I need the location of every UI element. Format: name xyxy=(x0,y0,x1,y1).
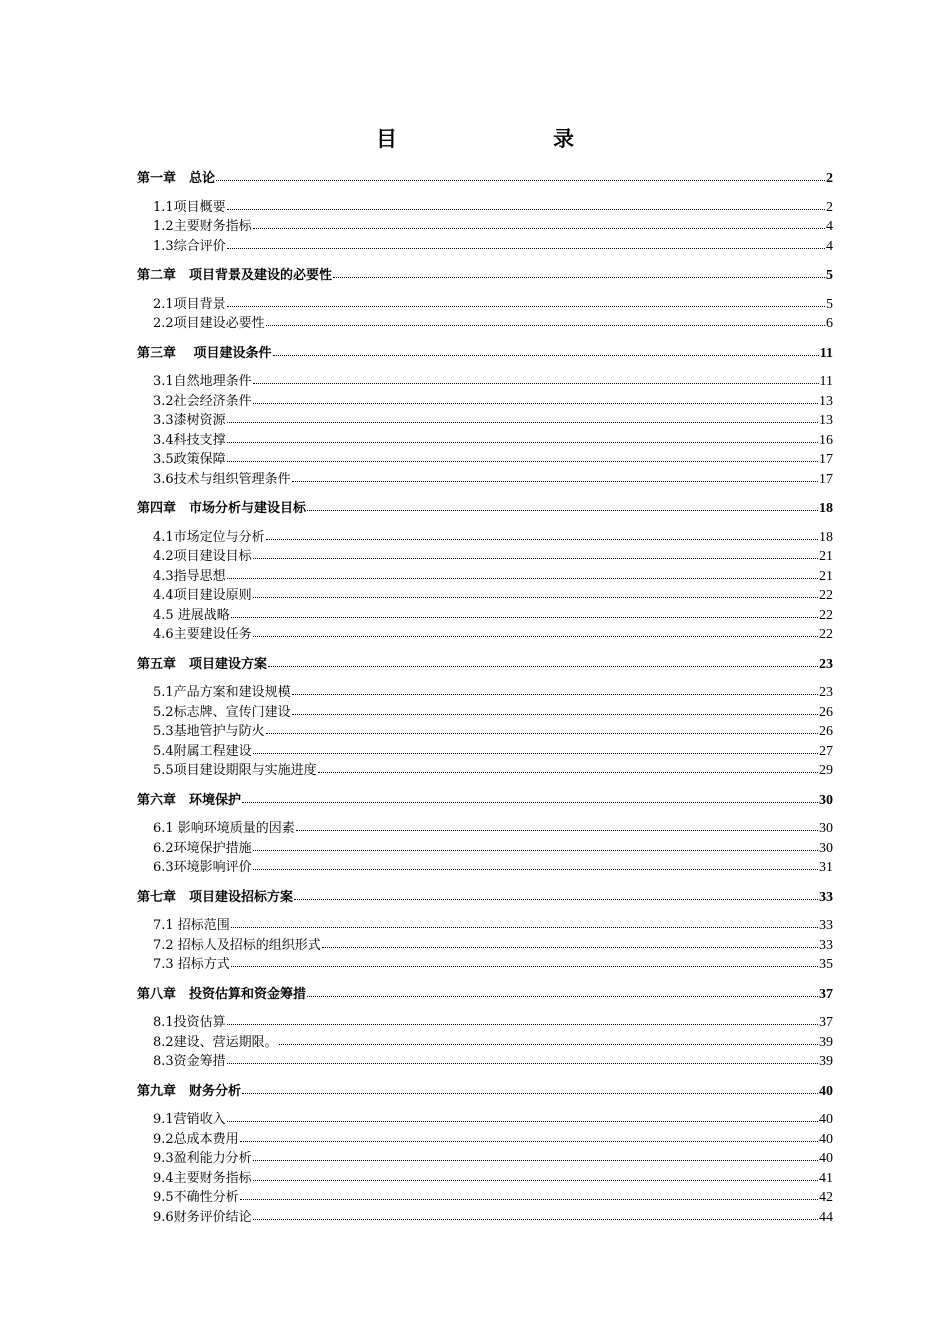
dot-leader xyxy=(292,681,818,695)
toc-section-entry[interactable] xyxy=(137,527,833,547)
toc-section-entry-page-number: 13 xyxy=(819,393,833,409)
dot-leader xyxy=(253,856,818,870)
dot-leader xyxy=(266,720,818,734)
dot-leader xyxy=(292,468,818,482)
toc-section-entry[interactable] xyxy=(137,1051,833,1071)
toc-section-entry-page-number: 22 xyxy=(819,588,833,603)
toc-section-entry-page-number: 6 xyxy=(826,316,833,331)
toc-section-entry[interactable] xyxy=(137,605,833,625)
toc-section-entry-page-number: 33 xyxy=(819,937,833,953)
toc-chapter-entry-page-number: 37 xyxy=(819,986,833,1002)
toc-section-entry[interactable] xyxy=(137,1207,833,1227)
dot-leader xyxy=(240,1186,818,1200)
dot-leader xyxy=(268,653,818,667)
dot-leader xyxy=(307,497,818,511)
toc-section-entry-page-number: 5 xyxy=(826,296,833,312)
toc-section-entry-label: 9.1营销收入 xyxy=(153,1112,226,1127)
dot-leader xyxy=(266,526,818,540)
dot-leader xyxy=(227,293,825,307)
toc-section-entry[interactable] xyxy=(137,449,833,469)
toc-section-entry-label: 9.5不确性分析 xyxy=(153,1190,239,1205)
toc-section-entry-label: 6.3环境影响评价 xyxy=(153,860,252,875)
toc-chapter-entry[interactable] xyxy=(137,790,833,810)
dot-leader xyxy=(227,565,818,579)
toc-section-entry-page-number: 39 xyxy=(819,1054,833,1069)
toc-section-entry[interactable] xyxy=(137,216,833,236)
toc-section-entry-label: 1.1项目概要 xyxy=(153,199,226,215)
dot-leader xyxy=(227,1011,818,1025)
toc-section-entry[interactable] xyxy=(137,1168,833,1188)
toc-section-entry[interactable] xyxy=(137,197,833,217)
toc-section-entry-page-number: 39 xyxy=(819,1034,833,1050)
toc-section-entry-label: 5.5项目建设期限与实施进度 xyxy=(153,763,317,778)
toc-section-entry-label: 4.1市场定位与分析 xyxy=(153,529,265,545)
toc-section-entry[interactable] xyxy=(137,702,833,722)
toc-section-entry-page-number: 17 xyxy=(819,471,833,487)
toc-section-entry-page-number: 21 xyxy=(819,568,833,584)
toc-section-entry-label: 4.2项目建设目标 xyxy=(153,549,252,564)
toc-section-entry-page-number: 30 xyxy=(819,821,833,836)
toc-section-entry[interactable] xyxy=(137,391,833,411)
dot-leader xyxy=(253,1206,818,1220)
toc-section-entry[interactable] xyxy=(137,935,833,955)
toc-section-entry[interactable] xyxy=(137,954,833,974)
toc-section-entry-page-number: 16 xyxy=(819,432,833,448)
toc-section-entry-page-number: 18 xyxy=(819,529,833,545)
toc-section-entry-label: 3.6技术与组织管理条件 xyxy=(153,471,291,487)
toc-section-entry[interactable] xyxy=(137,236,833,256)
toc-section-entry[interactable] xyxy=(137,1129,833,1149)
toc-section-entry-label: 5.4附属工程建设 xyxy=(153,743,252,759)
toc-chapter-entry[interactable] xyxy=(137,984,833,1004)
toc-section-entry-page-number: 23 xyxy=(819,685,833,700)
toc-chapter-entry[interactable] xyxy=(137,498,833,518)
dot-leader xyxy=(307,983,818,997)
toc-section-entry-label: 7.2 招标人及招标的组织形式 xyxy=(153,937,321,953)
toc-section-entry[interactable] xyxy=(137,1148,833,1168)
toc-section-entry[interactable] xyxy=(137,585,833,605)
toc-chapter-entry-page-number: 33 xyxy=(819,889,833,905)
toc-section-entry-page-number: 42 xyxy=(819,1190,833,1205)
toc-chapter-entry[interactable] xyxy=(137,265,833,285)
dot-leader xyxy=(227,409,818,423)
dot-leader xyxy=(279,1031,818,1045)
toc-section-entry-page-number: 31 xyxy=(819,860,833,875)
toc-section-entry[interactable] xyxy=(137,313,833,333)
toc-section-entry-page-number: 41 xyxy=(819,1170,833,1186)
toc-section-entry-label: 4.3指导思想 xyxy=(153,568,226,584)
toc-section-entry-page-number: 27 xyxy=(819,743,833,759)
toc-chapter-entry-page-number: 30 xyxy=(819,792,833,808)
table-of-contents xyxy=(137,168,833,1226)
toc-section-entry-label: 3.2社会经济条件 xyxy=(153,393,252,409)
toc-section-entry[interactable] xyxy=(137,624,833,644)
toc-section-entry-label: 4.5 进展战略 xyxy=(153,607,230,623)
toc-section-entry-label: 5.3基地管护与防火 xyxy=(153,724,265,739)
dot-leader xyxy=(227,1050,818,1064)
toc-section-entry-page-number: 26 xyxy=(819,724,833,739)
dot-leader xyxy=(231,604,818,618)
dot-leader xyxy=(266,312,825,326)
toc-chapter-entry-page-number: 23 xyxy=(819,656,833,672)
dot-leader xyxy=(322,934,818,948)
dot-leader xyxy=(253,545,818,559)
toc-section-entry-label: 5.1产品方案和建设规模 xyxy=(153,685,291,700)
dot-leader xyxy=(242,789,818,803)
toc-chapter-entry-label: 第六章 环境保护 xyxy=(137,792,242,808)
dot-leader xyxy=(253,1147,818,1161)
toc-chapter-entry-page-number: 40 xyxy=(819,1083,833,1099)
toc-section-entry-label: 1.3综合评价 xyxy=(153,238,226,254)
toc-chapter-entry[interactable] xyxy=(137,654,833,674)
dot-leader xyxy=(227,196,825,210)
toc-section-entry-label: 3.3漆树资源 xyxy=(153,413,226,428)
toc-section-entry-label: 7.3 招标方式 xyxy=(153,957,230,972)
toc-section-entry[interactable] xyxy=(137,682,833,702)
dot-leader xyxy=(253,584,818,598)
toc-section-entry-label: 1.2主要财务指标 xyxy=(153,219,252,234)
toc-section-entry[interactable] xyxy=(137,818,833,838)
toc-chapter-entry-label: 第八章 投资估算和资金筹措 xyxy=(137,986,307,1002)
dot-leader xyxy=(253,1167,818,1181)
toc-section-entry-page-number: 30 xyxy=(819,840,833,856)
toc-chapter-entry[interactable] xyxy=(137,168,833,188)
dot-leader xyxy=(253,215,825,229)
toc-section-entry-page-number: 17 xyxy=(819,452,833,467)
dot-leader xyxy=(296,817,818,831)
toc-chapter-entry-label: 第四章 市场分析与建设目标 xyxy=(137,501,307,516)
dot-leader xyxy=(273,342,819,356)
toc-section-entry-label: 9.3盈利能力分析 xyxy=(153,1151,252,1166)
toc-section-entry-label: 5.2标志牌、宣传门建设 xyxy=(153,704,291,720)
dot-leader xyxy=(294,886,818,900)
dot-leader xyxy=(240,1128,818,1142)
toc-section-entry[interactable] xyxy=(137,1012,833,1032)
toc-chapter-entry-label: 第五章 项目建设方案 xyxy=(137,656,268,672)
toc-section-entry[interactable] xyxy=(137,915,833,935)
toc-section-entry-label: 8.3资金筹措 xyxy=(153,1054,226,1069)
toc-chapter-entry-label: 第九章 财务分析 xyxy=(137,1083,242,1099)
toc-section-entry-label: 9.4主要财务指标 xyxy=(153,1170,252,1186)
toc-section-entry-page-number: 22 xyxy=(819,627,833,642)
toc-section-entry-label: 6.2环境保护措施 xyxy=(153,840,252,856)
toc-section-entry[interactable] xyxy=(137,546,833,566)
toc-section-entry[interactable] xyxy=(137,838,833,858)
toc-section-entry[interactable] xyxy=(137,741,833,761)
dot-leader xyxy=(231,914,818,928)
toc-chapter-entry[interactable] xyxy=(137,343,833,363)
dot-leader xyxy=(253,623,818,637)
dot-leader xyxy=(318,759,818,773)
toc-chapter-entry-page-number: 2 xyxy=(826,171,833,186)
toc-section-entry-label: 2.2项目建设必要性 xyxy=(153,316,265,331)
toc-section-entry-page-number: 33 xyxy=(819,918,833,933)
toc-section-entry-page-number: 13 xyxy=(819,413,833,428)
toc-section-entry-page-number: 40 xyxy=(819,1151,833,1166)
toc-section-entry-page-number: 4 xyxy=(826,238,833,254)
toc-section-entry[interactable] xyxy=(137,294,833,314)
toc-section-entry-page-number: 37 xyxy=(819,1015,833,1030)
toc-chapter-entry-label: 第一章 总论 xyxy=(137,171,216,186)
toc-section-entry-label: 4.4项目建设原则 xyxy=(153,588,252,603)
toc-section-entry-page-number: 40 xyxy=(819,1112,833,1127)
toc-section-entry[interactable] xyxy=(137,410,833,430)
toc-section-entry-page-number: 35 xyxy=(819,957,833,972)
dot-leader xyxy=(231,953,818,967)
toc-section-entry-label: 6.1 影响环境质量的因素 xyxy=(153,821,295,836)
dot-leader xyxy=(227,235,825,249)
toc-section-entry-label: 2.1项目背景 xyxy=(153,296,226,312)
toc-section-entry-label: 9.6财务评价结论 xyxy=(153,1209,252,1225)
toc-title: 目 录 xyxy=(376,126,612,151)
toc-chapter-entry-label: 第三章 项目建设条件 xyxy=(137,345,272,361)
toc-section-entry-page-number: 44 xyxy=(819,1209,833,1225)
toc-chapter-entry-page-number: 5 xyxy=(826,268,833,283)
toc-chapter-entry-page-number: 18 xyxy=(819,501,833,516)
toc-section-entry[interactable] xyxy=(137,1032,833,1052)
toc-section-entry[interactable] xyxy=(137,721,833,741)
dot-leader xyxy=(253,390,818,404)
toc-section-entry[interactable] xyxy=(137,857,833,877)
toc-chapter-entry[interactable] xyxy=(137,1081,833,1101)
dot-leader xyxy=(227,429,818,443)
toc-section-entry[interactable] xyxy=(137,1109,833,1129)
toc-section-entry-page-number: 4 xyxy=(826,219,833,234)
toc-section-entry-label: 8.2建设、营运期限。 xyxy=(153,1034,278,1050)
dot-leader xyxy=(227,1108,818,1122)
toc-section-entry[interactable] xyxy=(137,469,833,489)
toc-section-entry[interactable] xyxy=(137,430,833,450)
toc-section-entry-label: 3.4科技支撑 xyxy=(153,432,226,448)
toc-section-entry[interactable] xyxy=(137,760,833,780)
toc-section-entry-page-number: 26 xyxy=(819,704,833,720)
toc-chapter-entry-label: 第七章 项目建设招标方案 xyxy=(137,889,294,905)
dot-leader xyxy=(333,264,825,278)
toc-section-entry-page-number: 40 xyxy=(819,1131,833,1147)
toc-section-entry-label: 3.5政策保障 xyxy=(153,452,226,467)
toc-section-entry[interactable] xyxy=(137,1187,833,1207)
toc-chapter-entry-page-number: 11 xyxy=(819,345,833,361)
toc-section-entry-page-number: 29 xyxy=(819,763,833,778)
toc-chapter-entry-label: 第二章 项目背景及建设的必要性 xyxy=(137,268,333,283)
toc-section-entry-page-number: 22 xyxy=(819,607,833,623)
toc-section-entry-label: 4.6主要建设任务 xyxy=(153,627,252,642)
toc-section-entry-label: 7.1 招标范围 xyxy=(153,918,230,933)
toc-section-entry-page-number: 2 xyxy=(826,199,833,215)
toc-chapter-entry[interactable] xyxy=(137,887,833,907)
toc-section-entry-page-number: 21 xyxy=(819,549,833,564)
toc-section-entry-page-number: 11 xyxy=(819,374,833,389)
toc-section-entry-label: 9.2总成本费用 xyxy=(153,1131,239,1147)
dot-leader xyxy=(253,837,818,851)
dot-leader xyxy=(292,701,818,715)
toc-section-entry[interactable] xyxy=(137,371,833,391)
toc-section-entry-label: 8.1投资估算 xyxy=(153,1015,226,1030)
dot-leader xyxy=(242,1080,818,1094)
dot-leader xyxy=(227,448,818,462)
dot-leader xyxy=(253,370,819,384)
dot-leader xyxy=(216,167,825,181)
dot-leader xyxy=(253,740,818,754)
toc-section-entry[interactable] xyxy=(137,566,833,586)
toc-section-entry-label: 3.1自然地理条件 xyxy=(153,374,252,389)
